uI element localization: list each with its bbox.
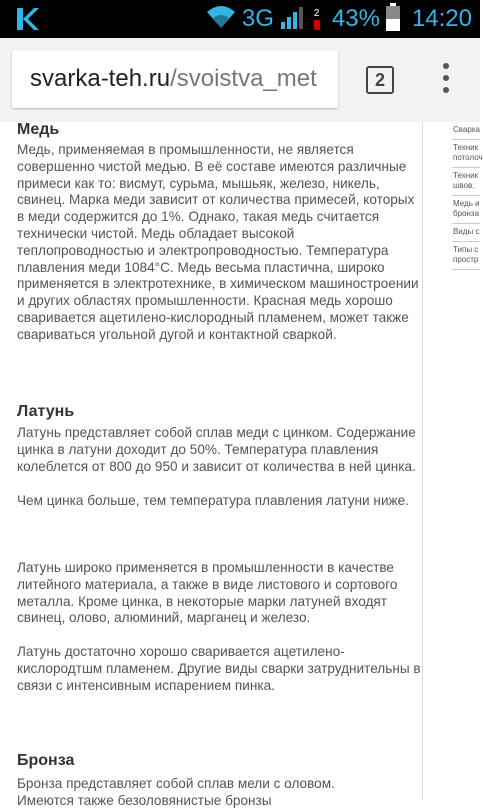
bronze-paragraph-2: Имеются также безоловянистые бронзы <box>17 793 272 808</box>
copper-paragraph: Медь, применяемая в промышленности, не является совершенно чистой медью. В её составе имеются различные примеси как то: висмут, сурьма, мышьяк, железо, никель, свинец. Марка меди зависит от количества примесей, которых в меди содержится до 1%. Однако, такая медь считается технически чистой. Медь обладает высокой теплопроводностью и электропроводностью. Температура плавления меди 1084°C. Медь весьма пластична, широко применяется в электротехнике, в химическом машиностроении и других областях промышленности. Красная медь хорошо сваривается ацетилено-кислородный пламенем, может также свариваться угольной дугой и контактной сваркой. <box>17 142 419 342</box>
url-bar[interactable] <box>12 50 338 108</box>
bronze-paragraph-1: Бронза представляет собой сплав мели с оловом. <box>17 776 335 791</box>
exclamation-icon <box>314 20 320 30</box>
url-path: /svoistva_met <box>170 65 317 92</box>
sidebar-link[interactable]: Техник швов. <box>452 168 480 196</box>
app-notification-icon <box>14 6 40 32</box>
brass-paragraph-1: Латунь представляет собой сплав меди с цинком. Содержание цинка в латуни доходит до 50%. Температура плавления колеблется от 800 до 950 и зависит от количества в ней цинка. <box>17 425 416 474</box>
article <box>8 121 423 808</box>
section-heading-bronze: Бронза <box>17 752 75 769</box>
section-heading-copper: Медь <box>17 121 60 138</box>
overflow-menu-icon[interactable] <box>440 63 452 97</box>
sidebar-link[interactable]: Виды с <box>452 224 480 242</box>
wifi-icon <box>206 4 236 35</box>
network-type: 3G <box>241 5 274 32</box>
sidebar-link[interactable]: Медь и бронза <box>452 196 480 224</box>
url-domain: svarka-teh.ru <box>30 65 171 92</box>
sidebar-links <box>452 122 483 270</box>
web-page-content <box>0 121 483 808</box>
battery-icon <box>386 3 400 36</box>
sidebar-link[interactable]: Техник потолоч <box>452 140 480 168</box>
brass-paragraph-2: Чем цинка больше, тем температура плавления латуни ниже. <box>17 493 409 508</box>
url-text <box>30 65 317 93</box>
status-bar <box>0 0 480 38</box>
brass-paragraph-3: Латунь широко применяется в промышленности в качестве литейного материала, а также в виде листового и сортового металла. Кроме цинка, в некоторые марки латуней входят свинец, олово, алюминий, марганец и железо. <box>17 560 398 626</box>
notification-count: 2 <box>313 8 320 19</box>
sidebar-link[interactable]: Типы с простр <box>452 242 480 270</box>
section-heading-brass: Латунь <box>17 403 75 420</box>
sidebar-link[interactable]: Сварка <box>452 122 480 140</box>
signal-icon <box>280 4 304 35</box>
sim-notification <box>310 6 326 32</box>
brass-paragraph-4: Латунь достаточно хорошо сваривается ацетилено-кислородтшм пламенем. Другие виды сварки затруднительны в связи с интенсивным испарением пинка. <box>17 644 421 693</box>
tab-switcher-button[interactable]: 2 <box>366 66 394 94</box>
browser-toolbar <box>0 38 480 123</box>
battery-percent: 43% <box>331 5 380 32</box>
clock: 14:20 <box>411 5 472 32</box>
